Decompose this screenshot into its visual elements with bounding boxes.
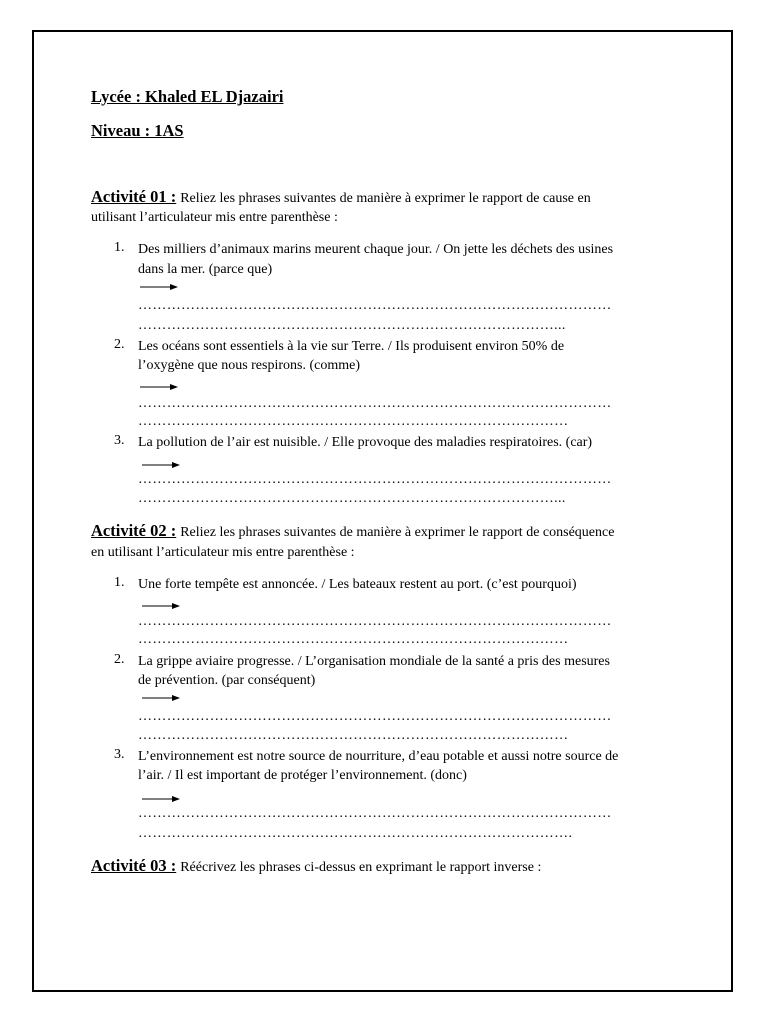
exercise-sentence-cont: l’oxygène que nous respirons. (comme) (138, 358, 360, 373)
exercise-sentence: La grippe aviaire progresse. / L’organisation mondiale de la santé a pris des mesures (138, 654, 610, 669)
arrow-icon (142, 602, 180, 610)
list-number: 2. (114, 337, 125, 352)
page-border (32, 30, 733, 992)
exercise-sentence: L’environnement est notre source de nourriture, d’eau potable et aussi notre source de (138, 749, 619, 764)
arrow-icon (142, 694, 180, 702)
list-number: 3. (114, 433, 125, 448)
class-level: Niveau : 1AS (91, 121, 184, 140)
activity-2-instruction: Reliez les phrases suivantes de manière à exprimer le rapport de conséquence (180, 525, 615, 540)
activity-1-title: Activité 01 : (91, 187, 177, 206)
exercise-sentence: Une forte tempête est annoncée. / Les bateaux restent au port. (c’est pourquoi) (138, 577, 577, 592)
arrow-icon (142, 795, 180, 803)
activity-3-heading (91, 856, 541, 877)
answer-line[interactable]: ……………………………………………………………………………………… (138, 396, 612, 411)
answer-line[interactable]: ……………………………………………………………………………………… (138, 298, 612, 313)
answer-line[interactable]: ……………………………………………………………………………... (138, 491, 566, 506)
answer-line[interactable]: ……………………………………………………………………………………… (138, 614, 612, 629)
exercise-sentence: Les océans sont essentiels à la vie sur Terre. / Ils produisent environ 50% de (138, 339, 565, 354)
answer-line[interactable]: ……………………………………………………………………………………… (138, 709, 612, 724)
list-number: 2. (114, 652, 125, 667)
list-number: 3. (114, 747, 125, 762)
answer-line[interactable]: ……………………………………………………………………………………… (138, 472, 612, 487)
exercise-sentence-cont: dans la mer. (parce que) (138, 262, 273, 277)
arrow-icon (140, 283, 178, 291)
answer-line[interactable]: ……………………………………………………………………………… (138, 632, 569, 647)
list-number: 1. (114, 575, 125, 590)
answer-line[interactable]: ……………………………………………………………………………………… (138, 806, 612, 821)
activity-3-title: Activité 03 : (91, 856, 177, 875)
arrow-icon (142, 461, 180, 469)
school-name: Lycée : Khaled EL Djazairi (91, 87, 284, 106)
list-number: 1. (114, 240, 125, 255)
activity-2-instruction-cont: en utilisant l’articulateur mis entre parenthèse : (91, 545, 355, 560)
answer-line[interactable]: ……………………………………………………………………………… (138, 414, 569, 429)
activity-1-instruction-cont: utilisant l’articulateur mis entre parenthèse : (91, 210, 338, 225)
exercise-sentence-cont: de prévention. (par conséquent) (138, 673, 316, 688)
exercise-sentence: Des milliers d’animaux marins meurent chaque jour. / On jette les déchets des usines (138, 242, 614, 257)
arrow-icon (140, 383, 178, 391)
activity-2-title: Activité 02 : (91, 521, 177, 540)
answer-line[interactable]: ………………………………………………………………………………. (138, 826, 573, 841)
exercise-sentence-cont: l’air. / Il est important de protéger l’environnement. (donc) (138, 768, 467, 783)
answer-line[interactable]: ……………………………………………………………………………... (138, 318, 566, 333)
activity-1-heading (91, 187, 591, 208)
activity-1-instruction: Reliez les phrases suivantes de manière à exprimer le rapport de cause en (180, 191, 591, 206)
activity-3-instruction: Réécrivez les phrases ci-dessus en exprimant le rapport inverse : (180, 860, 542, 875)
answer-line[interactable]: ……………………………………………………………………………… (138, 728, 569, 743)
activity-2-heading (91, 521, 614, 542)
exercise-sentence: La pollution de l’air est nuisible. / Elle provoque des maladies respiratoires. (car) (138, 435, 593, 450)
